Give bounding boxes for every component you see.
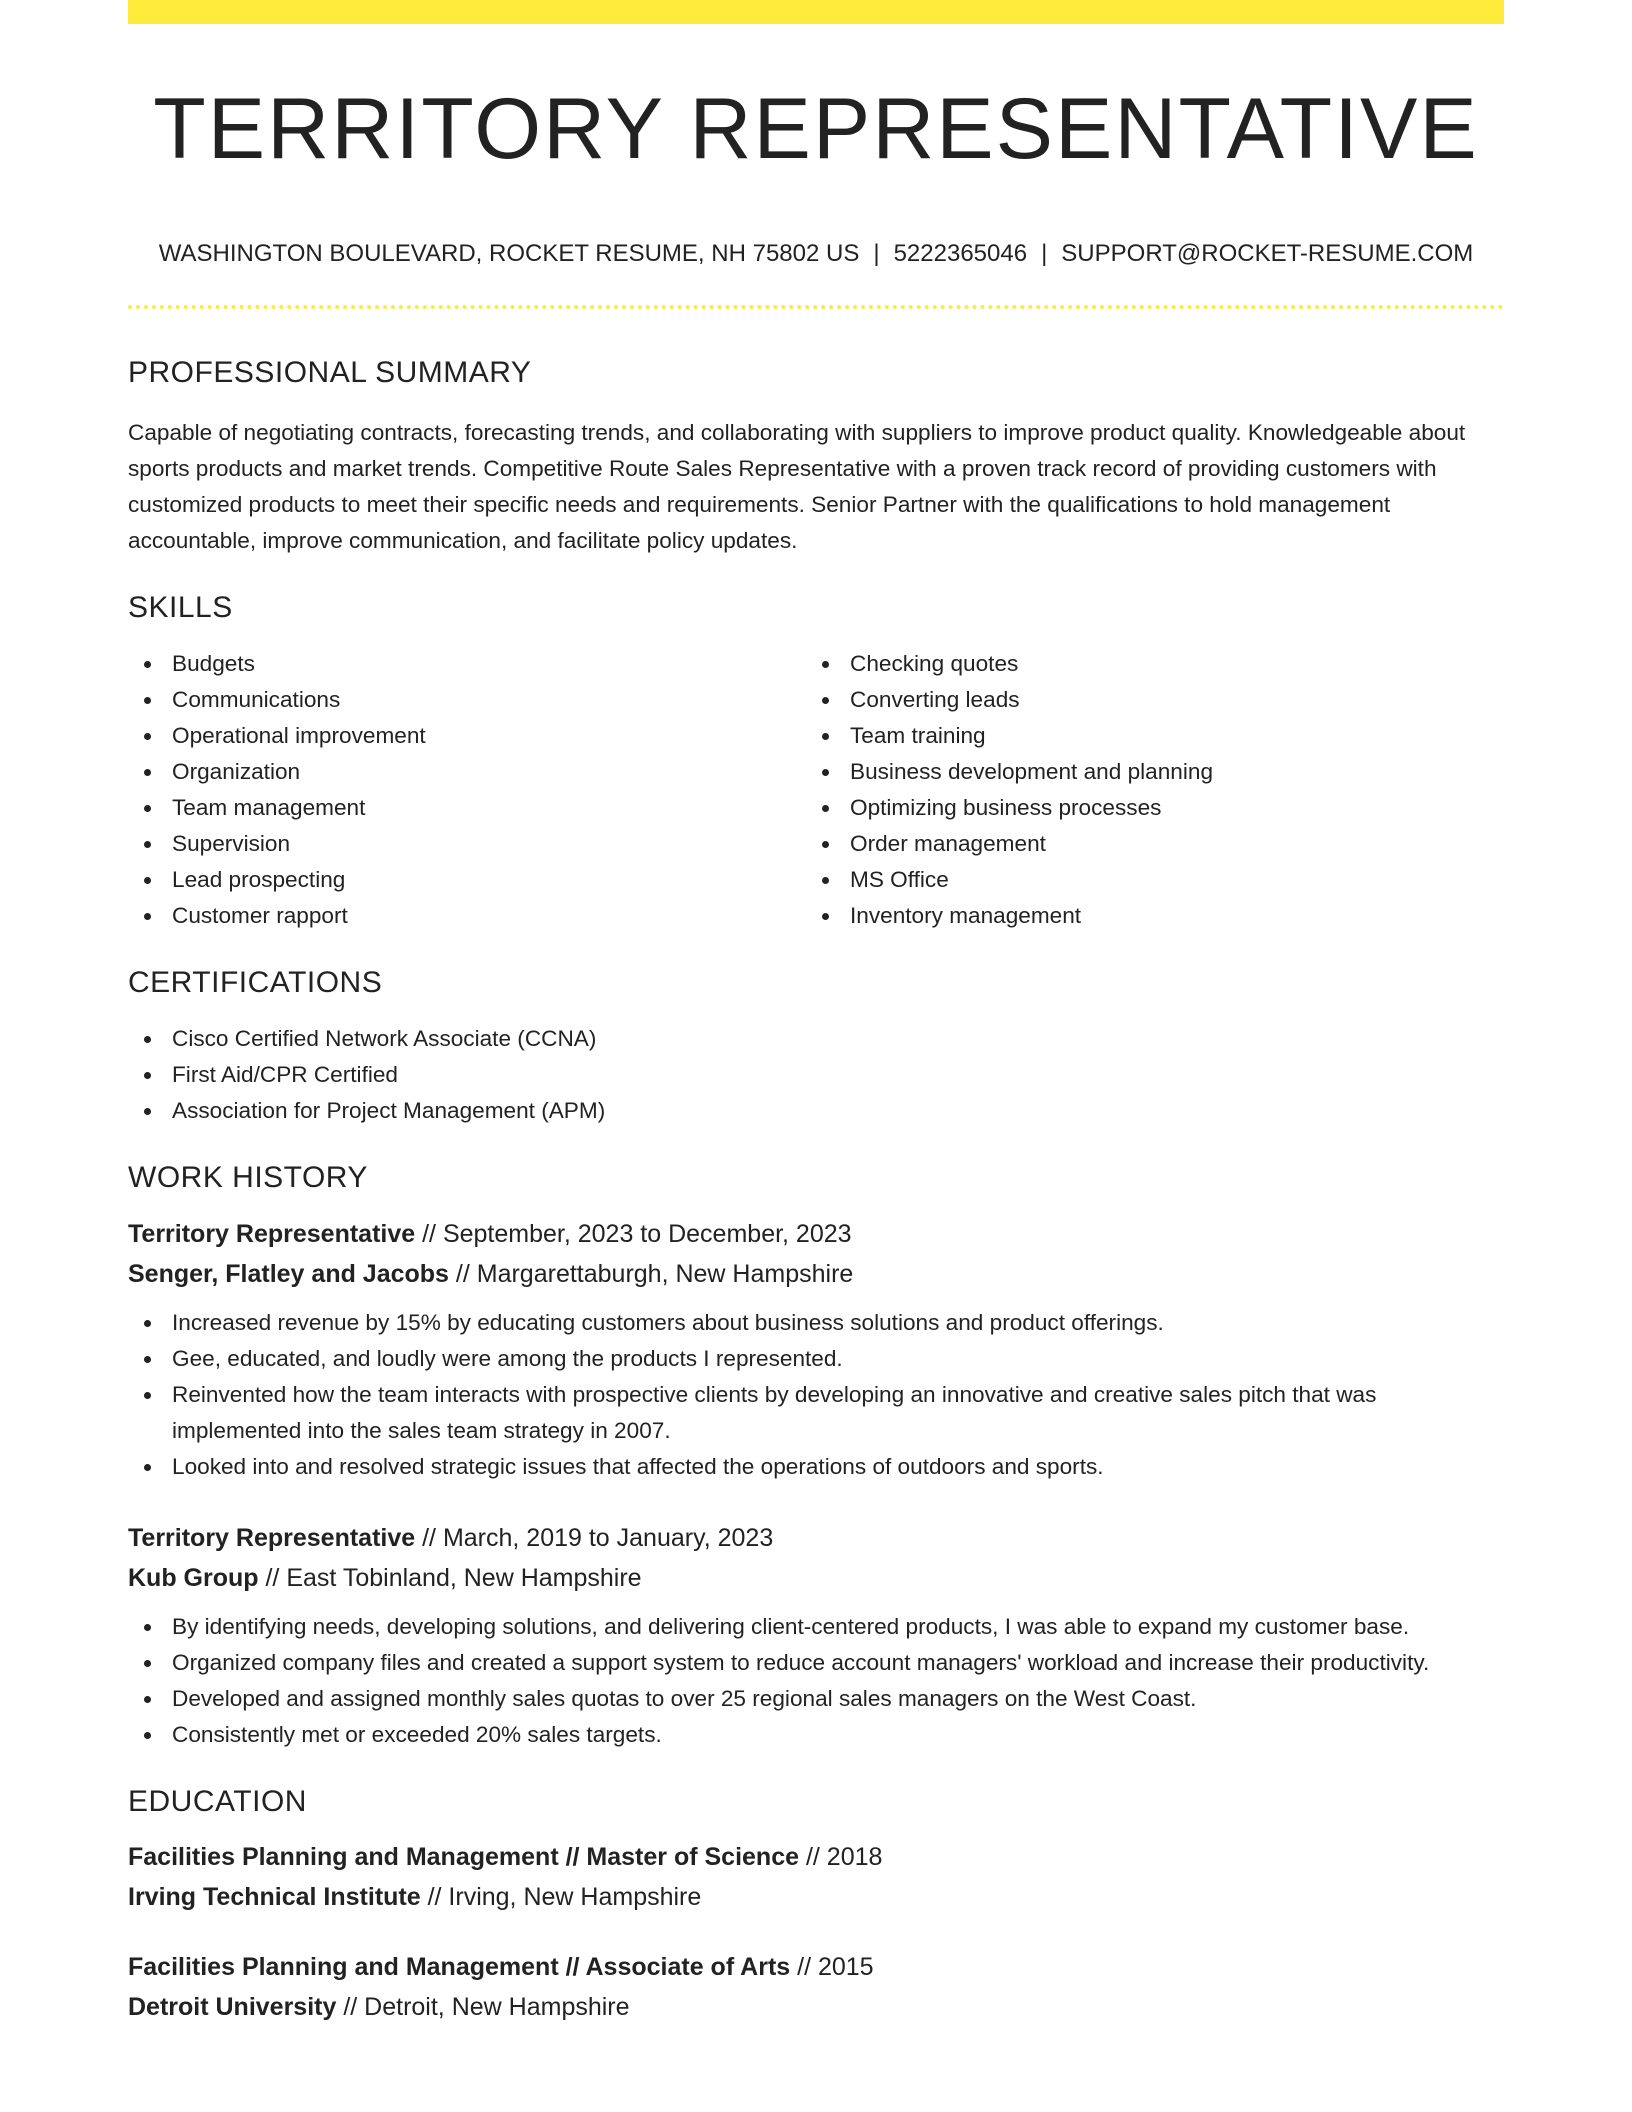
job-company: Kub Group: [128, 1564, 259, 1592]
certifications-heading: CERTIFICATIONS: [128, 966, 383, 999]
certification-item: Association for Project Management (APM): [128, 1093, 1504, 1129]
skill-item: Budgets: [128, 646, 806, 682]
certification-item: First Aid/CPR Certified: [128, 1057, 1504, 1093]
job-bullet: Consistently met or exceeded 20% sales targets.: [128, 1717, 1504, 1753]
certification-item: Cisco Certified Network Associate (CCNA): [128, 1021, 1504, 1057]
skill-item: Customer rapport: [128, 898, 806, 934]
skills-columns: [128, 646, 1504, 934]
job-bullet: By identifying needs, developing solutions, and delivering client-centered products, I was able to expand my customer base.: [128, 1609, 1504, 1645]
job-title-line: [128, 1214, 1504, 1254]
job-bullet: Gee, educated, and loudly were among the products I represented.: [128, 1341, 1504, 1377]
job-company-line: [128, 1254, 1504, 1294]
certifications-list: [128, 1021, 1504, 1129]
job-dates: // March, 2019 to January, 2023: [415, 1524, 774, 1552]
job-bullet: Developed and assigned monthly sales quotas to over 25 regional sales managers on the West Coast.: [128, 1681, 1504, 1717]
education-year: // 2018: [799, 1843, 883, 1871]
education-degree-line: [128, 1947, 1504, 1987]
education-degree: Facilities Planning and Management // Master of Science: [128, 1843, 800, 1871]
job-title-line: [128, 1518, 1504, 1558]
education-school: Irving Technical Institute: [128, 1883, 421, 1911]
job-bullet: Reinvented how the team interacts with prospective clients by developing an innovative and creative sales pitch that was implemented into the sales team strategy in 2007.: [128, 1377, 1504, 1449]
contact-phone: 5222365046: [893, 240, 1028, 267]
contact-separator: |: [873, 240, 880, 267]
education-year: // 2015: [790, 1953, 874, 1981]
work-history-heading: WORK HISTORY: [128, 1161, 368, 1194]
skills-heading: SKILLS: [128, 591, 233, 624]
job-company: Senger, Flatley and Jacobs: [128, 1260, 449, 1288]
accent-top-bar: [128, 0, 1504, 24]
job-bullet-list: [128, 1305, 1504, 1485]
skill-item: Inventory management: [806, 898, 1484, 934]
skill-item: Optimizing business processes: [806, 790, 1484, 826]
education-degree-line: [128, 1837, 1504, 1877]
job-dates: // September, 2023 to December, 2023: [415, 1220, 852, 1248]
summary-text: Capable of negotiating contracts, forecasting trends, and collaborating with suppliers to improve product quality. Knowledgeable about sports products and market trends. Competitive Route Sales Representative with a proven track record of providing customers with customized products to meet their specific needs and requirements. Senior Partner with the qualifications to hold management accountable, improve communication, and facilitate policy updates.: [128, 420, 1466, 553]
skill-item: Checking quotes: [806, 646, 1484, 682]
resume-title: TERRITORY REPRESENTATIVE: [153, 81, 1479, 177]
job-bullet: Organized company files and created a support system to reduce account managers' workload and increase their productivity.: [128, 1645, 1504, 1681]
education-degree: Facilities Planning and Management // Associate of Arts: [128, 1953, 791, 1981]
job-bullet: Looked into and resolved strategic issues that affected the operations of outdoors and sports.: [128, 1449, 1504, 1485]
education-location: // Irving, New Hampshire: [420, 1883, 702, 1911]
skill-item: Order management: [806, 826, 1484, 862]
skill-item: Team training: [806, 718, 1484, 754]
job-location: // Margarettaburgh, New Hampshire: [448, 1260, 854, 1288]
skill-item: MS Office: [806, 862, 1484, 898]
education-school-line: [128, 1987, 1504, 2027]
skill-item: Team management: [128, 790, 806, 826]
education-location: // Detroit, New Hampshire: [336, 1993, 630, 2021]
education-heading: EDUCATION: [128, 1785, 307, 1818]
job-company-line: [128, 1558, 1504, 1598]
contact-address: WASHINGTON BOULEVARD, ROCKET RESUME, NH 75802 US: [158, 240, 860, 267]
skill-item: Operational improvement: [128, 718, 806, 754]
job-role: Territory Representative: [128, 1524, 416, 1552]
job-location: // East Tobinland, New Hampshire: [258, 1564, 642, 1592]
contact-email[interactable]: SUPPORT@ROCKET-RESUME.COM: [1061, 240, 1474, 267]
header-divider: [128, 305, 1504, 309]
skill-item: Communications: [128, 682, 806, 718]
job-bullet-list: [128, 1609, 1504, 1753]
skill-item: Lead prospecting: [128, 862, 806, 898]
education-school-line: [128, 1877, 1504, 1917]
skill-item: Converting leads: [806, 682, 1484, 718]
skill-item: Business development and planning: [806, 754, 1484, 790]
contact-line: [128, 242, 1504, 266]
education-school: Detroit University: [128, 1993, 337, 2021]
skill-item: Supervision: [128, 826, 806, 862]
job-bullet: Increased revenue by 15% by educating customers about business solutions and product offerings.: [128, 1305, 1504, 1341]
summary-heading: PROFESSIONAL SUMMARY: [128, 356, 532, 389]
skills-left-list: [128, 646, 806, 934]
resume-page: [128, 0, 1504, 2027]
contact-separator: |: [1041, 240, 1048, 267]
skills-right-list: [806, 646, 1484, 934]
job-role: Territory Representative: [128, 1220, 416, 1248]
skill-item: Organization: [128, 754, 806, 790]
